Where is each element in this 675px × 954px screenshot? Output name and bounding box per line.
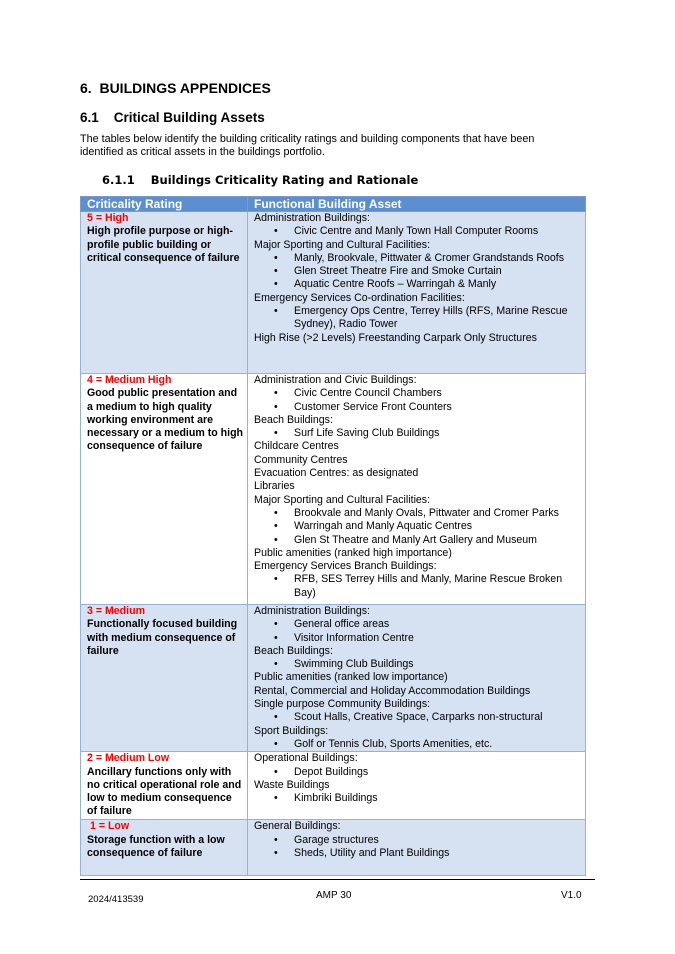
criticality-table [80, 196, 586, 876]
criticality-description: High profile purpose or high-profile public building or critical consequence of failure [87, 225, 240, 264]
asset-list-item: • Swimming Club Buildings [294, 658, 581, 671]
asset-category: Public amenities (ranked low importance) [254, 671, 448, 684]
asset-list-item: • General office areas [294, 618, 581, 631]
asset-list-item: • Sheds, Utility and Plant Buildings [294, 847, 581, 860]
asset-category: Sport Buildings: [254, 724, 329, 737]
criticality-rating: 2 = Medium Low [87, 752, 170, 765]
asset-list [254, 618, 581, 645]
asset-category: Major Sporting and Cultural Facilities: [254, 238, 431, 251]
table-row [81, 374, 586, 605]
asset-category: Rental, Commercial and Holiday Accommodation Buildings [254, 684, 531, 697]
asset-category: Major Sporting and Cultural Facilities: [254, 493, 431, 506]
asset-list-item: • Visitor Information Centre [294, 632, 581, 645]
asset-category: Beach Buildings: [254, 413, 333, 426]
criticality-rating: 4 = Medium High [87, 374, 172, 386]
table-row [81, 605, 586, 752]
asset-category: Single purpose Community Buildings: [254, 698, 431, 711]
functional-asset-cell [248, 374, 586, 605]
asset-list-item: • Aquatic Centre Roofs – Warringah & Manly [294, 278, 581, 291]
asset-list-item: • Manly, Brookvale, Pittwater & Cromer Grandstands Roofs [294, 252, 581, 265]
asset-list-item: • Surf Life Saving Club Buildings [294, 427, 581, 440]
asset-list-item: • Emergency Ops Centre, Terrey Hills (RFS, Marine Rescue Sydney), Radio Tower [294, 305, 581, 332]
asset-category: Emergency Services Co-ordination Facilities: [254, 291, 465, 304]
intro-paragraph: The tables below identify the building criticality ratings and building components that have been identified as critical assets in the buildings portfolio. [80, 133, 535, 158]
functional-asset-cell [248, 820, 586, 876]
section-heading: 6. BUILDINGS APPENDICES [80, 80, 271, 96]
asset-category: General Buildings: [254, 820, 341, 833]
asset-list [254, 658, 581, 671]
subsection-heading: 6.1 Critical Building Assets [80, 110, 265, 125]
criticality-cell [81, 374, 248, 605]
table-row [81, 820, 586, 876]
footer-page-number: AMP 30 [316, 890, 352, 901]
footer-doc-ref: 2024/413539 [88, 894, 144, 905]
functional-asset-cell [248, 605, 586, 752]
asset-list [254, 387, 581, 414]
criticality-rating: 1 = Low [90, 820, 130, 833]
asset-list [254, 738, 581, 751]
asset-category: Community Centres [254, 453, 348, 466]
criticality-description: Good public presentation and a medium to high quality working environment are necessary or a medium to high consequence of failure [87, 387, 244, 453]
asset-category: Evacuation Centres: as designated [254, 467, 419, 480]
asset-category: Libraries [254, 480, 295, 493]
asset-list-item: • Garage structures [294, 834, 581, 847]
asset-category: Public amenities (ranked high importance) [254, 546, 452, 559]
criticality-cell [81, 752, 248, 820]
asset-list [254, 834, 581, 861]
asset-category: Administration Buildings: [254, 212, 370, 224]
asset-list [254, 305, 581, 332]
criticality-description: Ancillary functions only with no critical operational role and low to medium consequence of failure [87, 765, 242, 818]
footer-version: V1.0 [561, 890, 582, 901]
asset-list-item: • Golf or Tennis Club, Sports Amenities, etc. [294, 738, 581, 751]
asset-list-item: • Scout Halls, Creative Space, Carparks non-structural [294, 711, 581, 724]
asset-category: Administration Buildings: [254, 605, 370, 617]
asset-list [254, 507, 581, 547]
asset-list-item: • Brookvale and Manly Ovals, Pittwater and Cromer Parks [294, 507, 581, 520]
asset-list [254, 225, 581, 238]
asset-list-item: • Glen Street Theatre Fire and Smoke Curtain [294, 265, 581, 278]
asset-list-item: • Kimbriki Buildings [294, 792, 581, 805]
asset-category: Waste Buildings [254, 778, 330, 791]
asset-list [254, 427, 581, 440]
functional-asset-cell [248, 212, 586, 374]
criticality-rating: 3 = Medium [87, 605, 145, 617]
asset-category: Emergency Services Branch Buildings: [254, 560, 437, 573]
asset-list-item: • RFB, SES Terrey Hills and Manly, Marine Rescue Broken Bay) [294, 573, 581, 600]
criticality-cell [81, 212, 248, 374]
asset-list [254, 766, 581, 779]
table-row [81, 212, 586, 374]
asset-category: Operational Buildings: [254, 752, 358, 765]
asset-list-item: • Civic Centre Council Chambers [294, 387, 581, 400]
criticality-cell [81, 820, 248, 876]
asset-list [254, 573, 581, 600]
asset-list [254, 252, 581, 292]
table-header-row [81, 197, 586, 212]
asset-list-item: • Customer Service Front Counters [294, 401, 581, 414]
asset-category: High Rise (>2 Levels) Freestanding Carpark Only Structures [254, 331, 537, 344]
asset-category: Administration and Civic Buildings: [254, 374, 417, 386]
asset-list-item: • Glen St Theatre and Manly Art Gallery and Museum [294, 534, 581, 547]
header-criticality-rating: Criticality Rating [81, 197, 248, 212]
table-row [81, 752, 586, 820]
table-body [81, 212, 586, 876]
asset-list-item: • Depot Buildings [294, 766, 581, 779]
asset-list [254, 792, 581, 805]
criticality-rating: 5 = High [87, 212, 129, 224]
asset-list [254, 711, 581, 724]
functional-asset-cell [248, 752, 586, 820]
criticality-cell [81, 605, 248, 752]
header-functional-building-asset: Functional Building Asset [248, 197, 586, 212]
criticality-description: Storage function with a low consequence of failure [87, 833, 225, 859]
table-heading: 6.1.1 Buildings Criticality Rating and Rationale [102, 173, 419, 187]
asset-category: Beach Buildings: [254, 644, 333, 657]
asset-category: Childcare Centres [254, 440, 339, 453]
criticality-description: Functionally focused building with medium consequence of failure [87, 618, 238, 657]
footer-divider [80, 879, 595, 880]
asset-list-item: • Warringah and Manly Aquatic Centres [294, 520, 581, 533]
asset-list-item: • Civic Centre and Manly Town Hall Computer Rooms [294, 225, 581, 238]
